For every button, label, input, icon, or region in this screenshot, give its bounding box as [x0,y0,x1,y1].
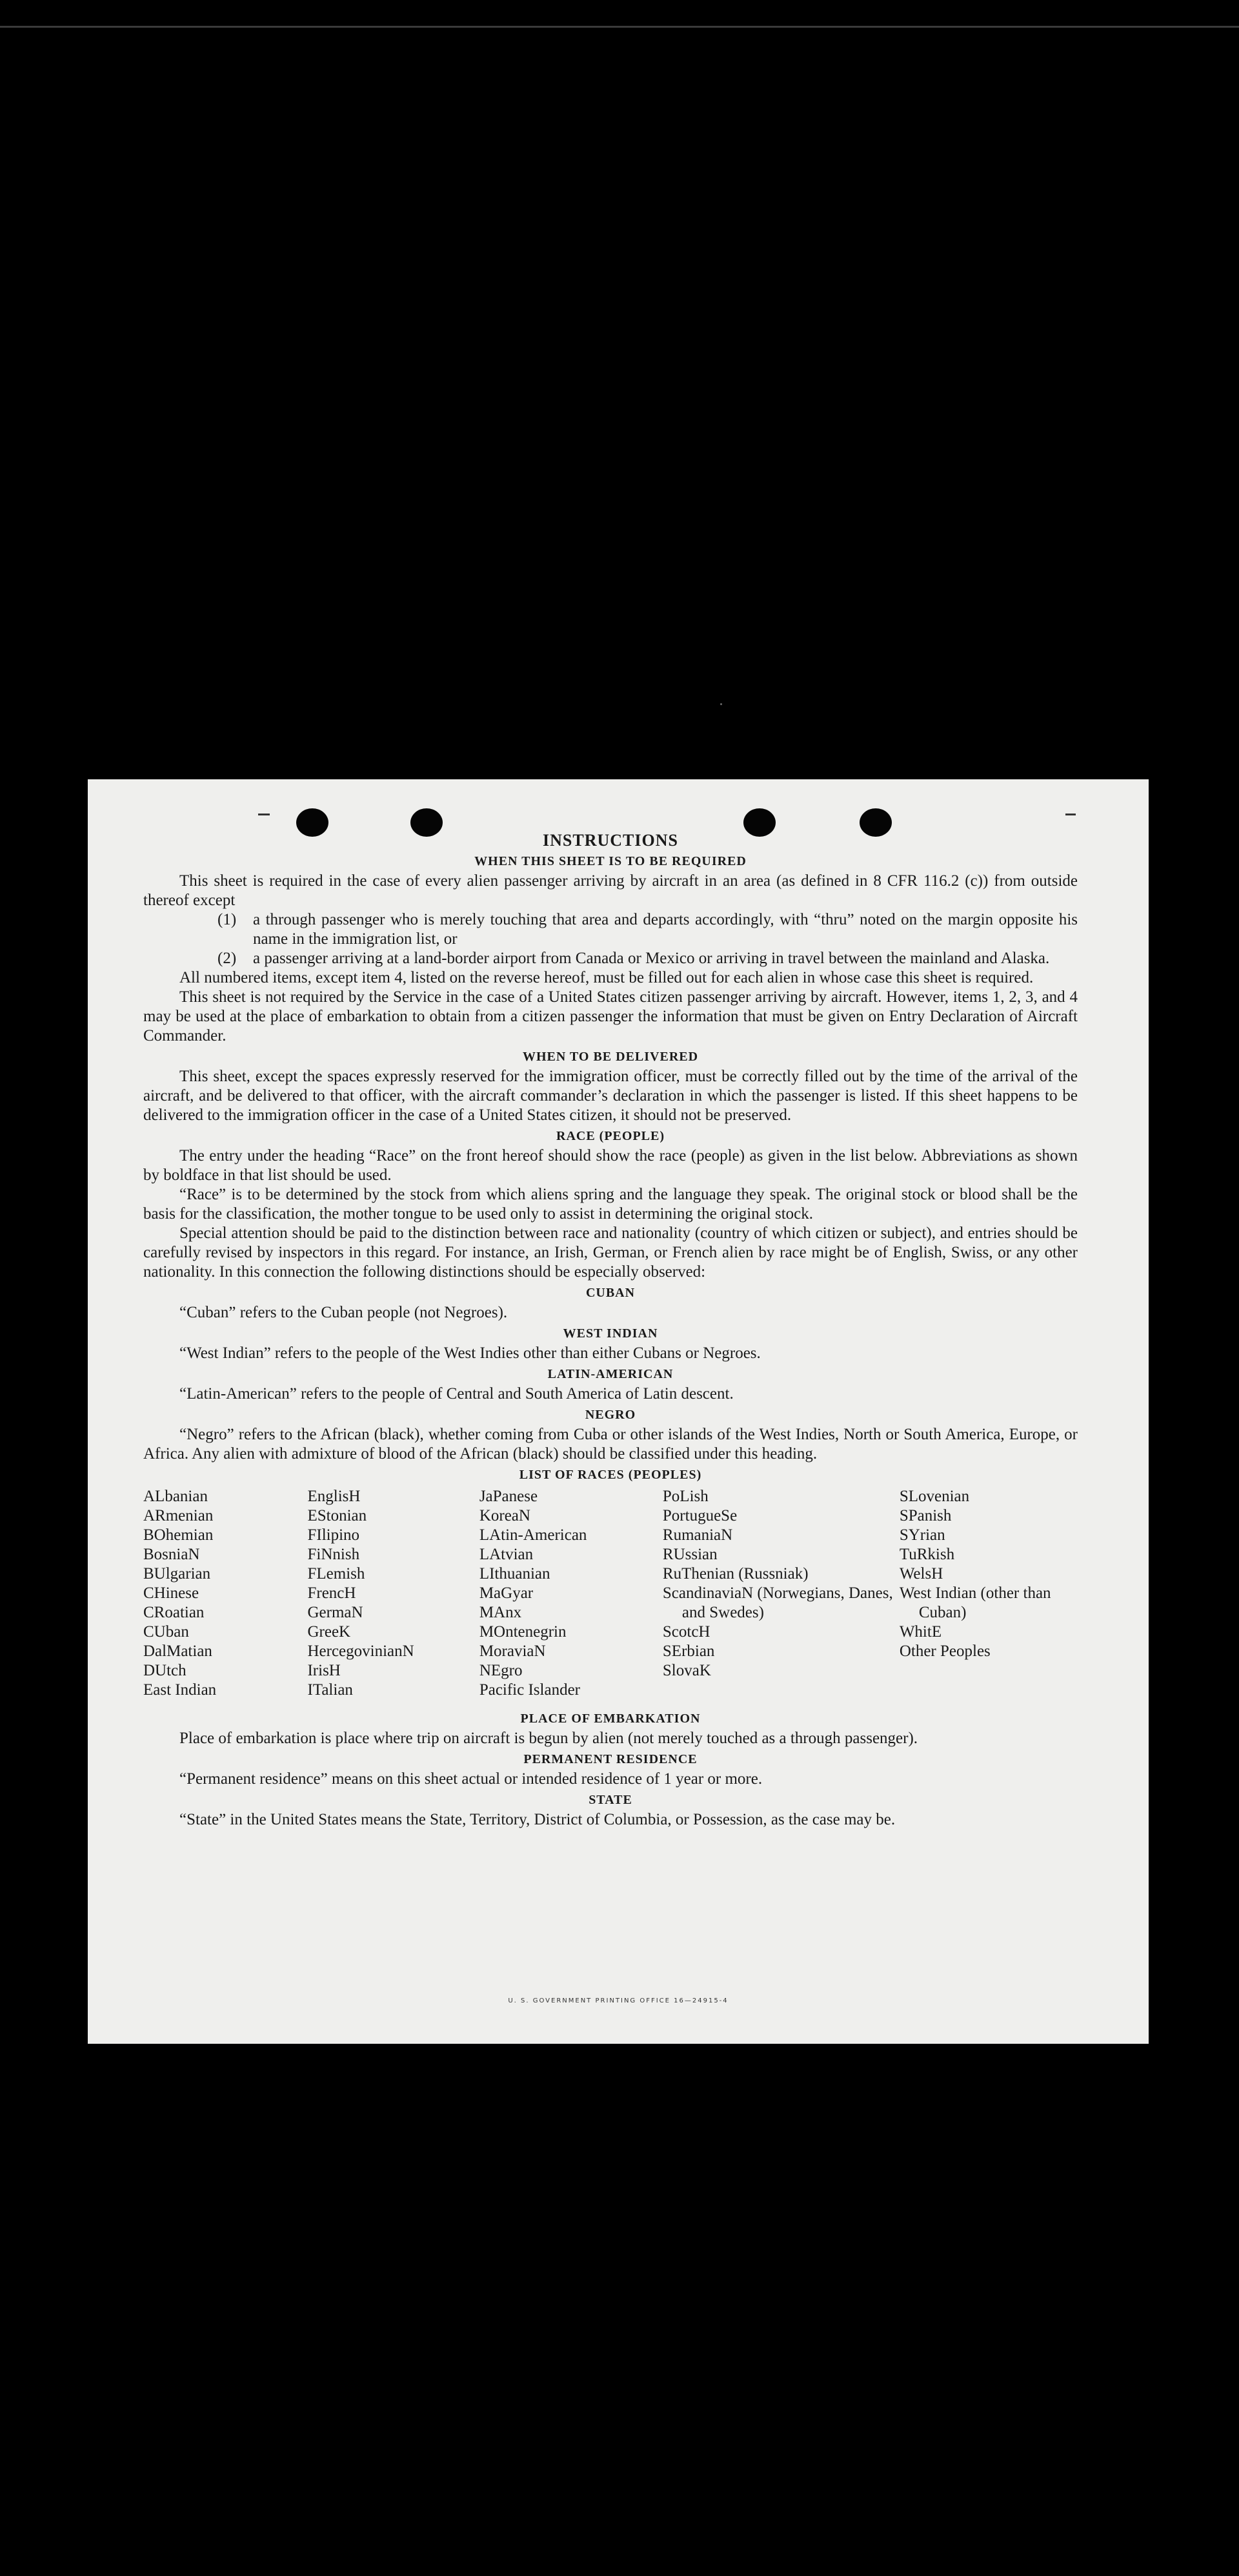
printing-office-footer: U. S. GOVERNMENT PRINTING OFFICE 16—24915-4 [508,1997,729,2004]
paragraph-citizen: This sheet is not required by the Service in the case of a United States citizen passenger arriving by aircraft. However, items 1, 2, 3, and 4 may be used at the place of embarkation to obtain from a citizen passenger the information that must be given on Entry Declaration of Aircraft Commander. [143,988,1078,1044]
race-entry: CHinese [143,1584,199,1602]
races-column-1 [143,1487,307,1700]
paragraph-residence: “Permanent residence” means on this sheet actual or intended residence of 1 year or more. [179,1770,763,1788]
race-entry: WelsH [899,1565,943,1583]
paragraph-cuban: “Cuban” refers to the Cuban people (not Negroes). [179,1304,508,1321]
race-entry: ScandinaviaN (Norwegians, Danes, and Swedes) [662,1584,893,1621]
race-entry: RuThenian (Russniak) [662,1565,809,1583]
instruction-sheet [88,779,1149,2044]
race-entry: BosniaN [143,1546,200,1563]
section-heading-required: WHEN THIS SHEET IS TO BE REQUIRED [474,854,747,868]
race-entry: HercegovinianN [307,1642,414,1660]
page-title: INSTRUCTIONS [543,831,678,850]
race-entry: RumaniaN [662,1526,733,1544]
race-entry: ScotcH [662,1623,710,1641]
section-heading-west-indian: WEST INDIAN [563,1326,658,1341]
paragraph-latin-american: “Latin-American” refers to the people of Central and South America of Latin descent. [179,1385,734,1403]
race-entry: DalMatian [143,1642,212,1660]
race-entry: MaGyar [479,1584,534,1602]
race-entry: ITalian [307,1681,353,1699]
item-number: (1) [217,911,237,928]
section-heading-cuban: CUBAN [585,1286,636,1300]
scan-mark [1065,814,1076,815]
race-entry: ARmenian [143,1507,214,1524]
race-entry: LAtvian [479,1546,534,1563]
item-number: (2) [217,950,237,967]
race-entry: PortugueSe [662,1507,738,1524]
race-entry: CUban [143,1623,189,1641]
race-entry: GermaN [307,1604,363,1621]
paragraph-race-definition: “Race” is to be determined by the stock from which aliens spring and the language they speak. The original stock or blood shall be the basis for the classification, the mother tongue to be used only to assist in determining the original stock. [143,1186,1078,1223]
race-entry: EnglisH [307,1488,361,1505]
race-entry: West Indian (other than Cuban) [899,1584,1051,1621]
race-entry: MOntenegrin [479,1623,567,1641]
section-heading-residence: PERMANENT RESIDENCE [523,1752,698,1766]
races-list [143,1487,1078,1700]
paragraph-embarkation: Place of embarkation is place where trip on aircraft is begun by alien (not merely touched as a through passenger). [179,1730,918,1747]
race-entry: SLovenian [899,1488,970,1505]
race-entry: FiNnish [307,1546,360,1563]
race-entry: CRoatian [143,1604,205,1621]
races-column-3 [479,1487,663,1700]
exception-item-2 [217,949,1078,968]
race-entry: JaPanese [479,1488,538,1505]
race-entry: NEgro [479,1662,523,1679]
race-entry: FrencH [307,1584,356,1602]
paragraph-numbered-items: All numbered items, except item 4, listed on the reverse hereof, must be filled out for each alien in whose case this sheet is required. [179,969,1034,986]
race-entry: East Indian [143,1681,217,1699]
race-entry: MAnx [479,1604,522,1621]
races-column-2 [307,1487,479,1700]
race-entry: WhitE [899,1623,942,1641]
race-entry: BOhemian [143,1526,214,1544]
race-entry: MoraviaN [479,1642,546,1660]
race-entry: SErbian [662,1642,715,1660]
race-entry: Pacific Islander [479,1681,580,1699]
exception-item-1 [217,910,1078,949]
race-entry: SlovaK [662,1662,711,1679]
race-entry: LAtin-American [479,1526,587,1544]
top-border-line [0,26,1239,28]
paragraph-west-indian: “West Indian” refers to the people of the West Indies other than either Cubans or Negroes. [179,1344,761,1362]
race-entry: RUssian [662,1546,718,1563]
paragraph-negro: “Negro” refers to the African (black), whether coming from Cuba or other islands of the West Indies, North or South America, Europe, or Africa. Any alien with admixture of blood of the African (black) should be classified under this heading. [143,1426,1078,1463]
race-entry: SPanish [899,1507,952,1524]
paragraph-race-nationality: Special attention should be paid to the distinction between race and nationality (country of which citizen or subject), and entries should be carefully revised by inspectors in this regard. For instance, an Irish, German, or French alien by race might be of English, Swiss, or any other nationality. In this connection the following distinctions should be especially observed: [143,1224,1078,1281]
race-entry: TuRkish [899,1546,955,1563]
paragraph-race-entry: The entry under the heading “Race” on the front hereof should show the race (people) as given in the list below. Abbreviations as shown by boldface in that list should be used. [143,1147,1078,1184]
race-entry: BUlgarian [143,1565,211,1583]
race-entry: GreeK [307,1623,351,1641]
scan-mark [258,814,270,815]
paragraph-required-intro: This sheet is required in the case of every alien passenger arriving by aircraft in an area (as defined in 8 CFR 116.2 (c)) from outside thereof except [143,872,1078,909]
item-text: a passenger arriving at a land-border airport from Canada or Mexico or arriving in travel between the mainland and Alaska. [253,950,1050,967]
section-heading-delivered: WHEN TO BE DELIVERED [522,1050,699,1064]
race-entry: KoreaN [479,1507,530,1524]
section-heading-latin-american: LATIN-AMERICAN [547,1367,674,1381]
section-heading-embarkation: PLACE OF EMBARKATION [520,1712,701,1726]
section-heading-negro: NEGRO [585,1408,636,1422]
race-entry: ALbanian [143,1488,208,1505]
sheet-content [143,831,1078,1830]
race-entry: EStonian [307,1507,367,1524]
races-column-4 [663,1487,900,1700]
section-heading-state: STATE [589,1793,632,1807]
race-entry: LIthuanian [479,1565,550,1583]
item-text: a through passenger who is merely touching that area and departs accordingly, with “thru” noted on the margin opposite his name in the immigration list, or [253,911,1078,948]
section-heading-race: RACE (PEOPLE) [556,1129,665,1143]
section-heading-races-list: LIST OF RACES (PEOPLES) [519,1468,702,1482]
race-entry: FIlipino [307,1526,360,1544]
paragraph-delivery: This sheet, except the spaces expressly reserved for the immigration officer, must be correctly filled out by the time of the arrival of the aircraft, and be delivered to that officer, with the aircraft commander’s declaration in which the passenger is listed. If this sheet happens to be delivered to the immigration officer in the case of a United States citizen, it should not be preserved. [143,1068,1078,1124]
race-entry: FLemish [307,1565,365,1583]
dust-speck [720,703,722,705]
race-entry: Other Peoples [899,1642,991,1660]
race-entry: PoLish [662,1488,709,1505]
race-entry: IrisH [307,1662,341,1679]
race-entry: SYrian [899,1526,945,1544]
paragraph-state: “State” in the United States means the State, Territory, District of Columbia, or Possession, as the case may be. [179,1811,896,1828]
races-column-5 [900,1487,1078,1700]
race-entry: DUtch [143,1662,186,1679]
